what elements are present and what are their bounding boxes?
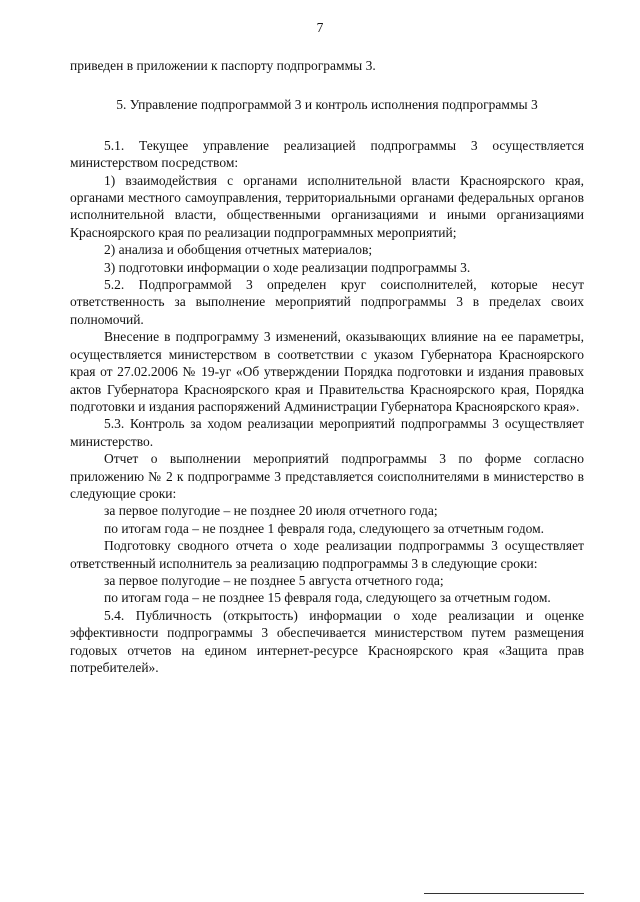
footer-rule [424,893,584,894]
paragraph-continuation: приведен в приложении к паспорту подпрограммы 3. [70,58,376,73]
page-number: 7 [316,20,324,35]
paragraph-5-2: 5.2. Подпрограммой 3 определен круг соисполнителей, которые несут ответственность за выполнение мероприятий подпрограммы 3 в пределах своих полномочий. [70,277,584,327]
list-item-1: 1) взаимодействия с органами исполнительной власти Красноярского края, органами местного самоуправления, территориальными органами федеральных органов исполнительной власти, общественными организациями и иными организациями Красноярского края по реализации подпрограммных мероприятий; [70,172,584,240]
paragraph-5-1: 5.1. Текущее управление реализацией подпрограммы 3 осуществляется министерством посредством: [70,137,584,171]
deadline-item: по итогам года – не позднее 15 февраля года, следующего за отчетным годом. [104,590,551,606]
paragraph-report: Отчет о выполнении мероприятий подпрограммы 3 по форме согласно приложению № 2 к подпрограмме 3 представляется соисполнителями в министерство в следующие сроки: [70,451,584,501]
document-body [70,57,584,676]
list-item-3: 3) подготовки информации о ходе реализации подпрограммы 3. [104,259,471,275]
paragraph-changes: Внесение в подпрограмму 3 изменений, оказывающих влияние на ее параметры, осуществляется министерством в соответствии с указом Губернатора Красноярского края от 27.02.2006 № 19-уг «Об утверждении Порядка подготовки и издания правовых актов Губернатора Красноярского края и Правительства Красноярского края, Порядка подготовки и издания распоряжений Администрации Губернатора Красноярского края». [70,329,584,414]
deadline-item: за первое полугодие – не позднее 20 июля отчетного года; [104,503,438,519]
list-item-2: 2) анализа и обобщения отчетных материалов; [104,242,373,258]
paragraph-5-4: 5.4. Публичность (открытость) информации о ходе реализации и оценке эффективности подпрограммы 3 обеспечивается министерством путем размещения годовых отчетов на едином интернет-ресурсе Красноярского края «Защита прав потребителей». [70,607,584,675]
deadline-item: за первое полугодие – не позднее 5 августа отчетного года; [104,572,444,588]
deadline-item: по итогам года – не позднее 1 февраля года, следующего за отчетным годом. [104,520,544,536]
paragraph-5-3: 5.3. Контроль за ходом реализации мероприятий подпрограммы 3 осуществляет министерство. [70,416,584,449]
section-heading: 5. Управление подпрограммой 3 и контроль исполнения подпрограммы 3 [116,97,538,113]
paragraph-summary-report: Подготовку сводного отчета о ходе реализации подпрограммы 3 осуществляет ответственный исполнитель за реализацию подпрограммы 3 в следующие сроки: [70,538,584,571]
